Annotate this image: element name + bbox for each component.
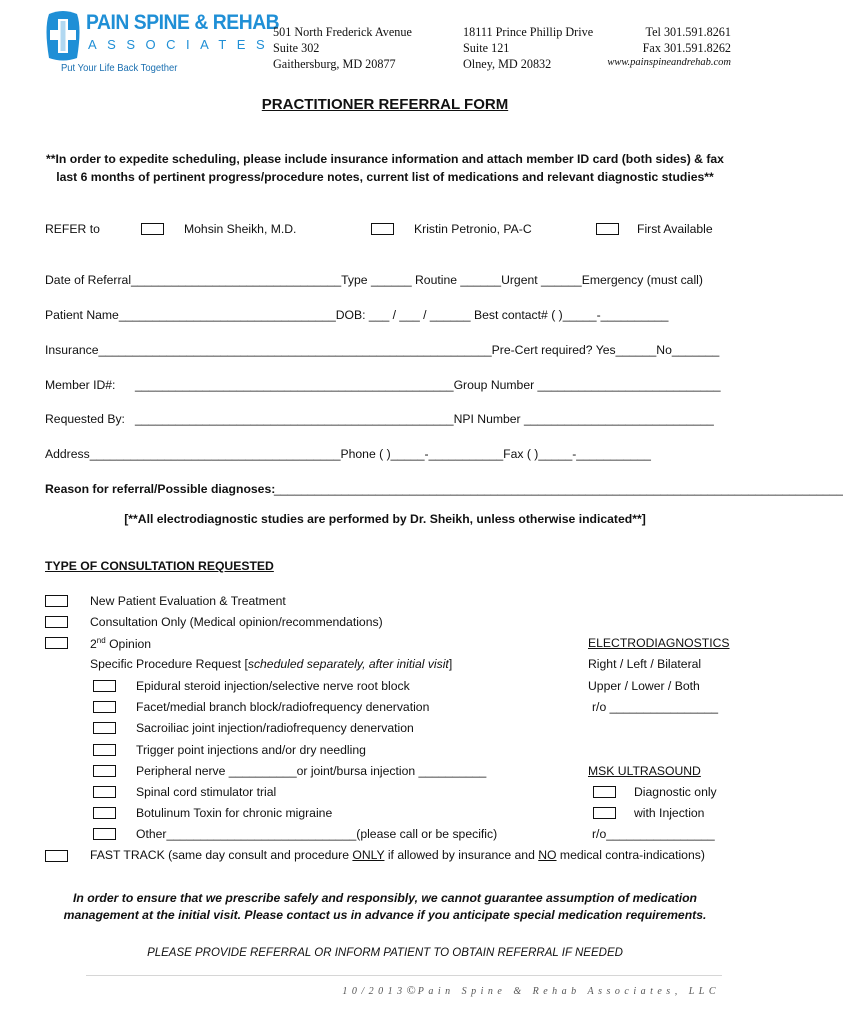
specific-procedure-label: Specific Procedure Request [scheduled separately, after initial visit] (90, 657, 453, 671)
spinal-cord-label: Spinal cord stimulator trial (136, 785, 277, 799)
consultation-only-label: Consultation Only (Medical opinion/recommendations) (90, 615, 383, 629)
sacroiliac-label: Sacroiliac joint injection/radiofrequency denervation (136, 721, 414, 735)
peripheral-nerve-label: Peripheral nerve __________or joint/bursa injection __________ (136, 764, 487, 778)
referral-notice: PLEASE PROVIDE REFERRAL OR INFORM PATIENT TO OBTAIN REFERRAL IF NEEDED (147, 947, 623, 959)
fast-track-checkbox[interactable] (45, 850, 68, 862)
electro-sides[interactable]: Right / Left / Bilateral (588, 657, 702, 671)
with-injection-label: with Injection (634, 806, 705, 820)
reason-field[interactable]: ____________________________________________________________________________________ (274, 482, 843, 496)
second-opinion-label: 2nd Opinion (90, 636, 152, 652)
refer-first-available-label: First Available (637, 222, 713, 236)
electro-limbs[interactable]: Upper / Lower / Both (588, 679, 700, 693)
form-title: PRACTITIONER REFERRAL FORM (261, 96, 509, 113)
footer-divider (86, 975, 722, 976)
trigger-point-checkbox[interactable] (93, 744, 116, 756)
insurance-field[interactable]: Insurance__________________________________________________________Pre-Cert required? Yes______No_______ (45, 343, 720, 357)
logo (44, 10, 280, 78)
electrodiagnostics-heading: ELECTRODIAGNOSTICS (588, 636, 730, 650)
botulinum-checkbox[interactable] (93, 807, 116, 819)
refer-sheikh-checkbox[interactable] (141, 223, 164, 235)
spinal-cord-checkbox[interactable] (93, 786, 116, 798)
patient-name-field[interactable]: Patient Name________________________________DOB: ___ / ___ / ______ Best contact# ( )_____-__________ (45, 308, 669, 322)
date-of-referral-field[interactable]: Date of Referral_______________________________Type ______ Routine ______Urgent ______Emergency (must call) (45, 273, 703, 287)
other-checkbox[interactable] (93, 828, 116, 840)
facet-label: Facet/medial branch block/radiofrequency denervation (136, 700, 430, 714)
requested-by-label: Requested By: (45, 412, 125, 426)
logo-associates: ASSOCIATES (88, 37, 276, 52)
epidural-label: Epidural steroid injection/selective nerve root block (136, 679, 410, 693)
sacroiliac-checkbox[interactable] (93, 722, 116, 734)
instructions-line1: **In order to expedite scheduling, please include insurance information and attach member ID card (both sides) & fax (46, 152, 724, 166)
msk-ultrasound-heading: MSK ULTRASOUND (588, 764, 701, 778)
facet-checkbox[interactable] (93, 701, 116, 713)
member-id-label: Member ID#: (45, 378, 116, 392)
refer-sheikh-label: Mohsin Sheikh, M.D. (184, 222, 297, 236)
refer-petronio-label: Kristin Petronio, PA-C (414, 222, 532, 236)
msk-ro-field[interactable]: r/o________________ (592, 827, 715, 841)
logo-tagline: Put Your Life Back Together (61, 62, 178, 74)
trigger-point-label: Trigger point injections and/or dry needling (136, 743, 366, 757)
reason-label: Reason for referral/Possible diagnoses: (45, 482, 276, 496)
safety-line2: management at the initial visit. Please contact us in advance if you anticipate special medication requirements. (63, 908, 707, 922)
electro-ro-field[interactable]: r/o ________________ (592, 700, 719, 714)
botulinum-label: Botulinum Toxin for chronic migraine (136, 806, 333, 820)
consultation-heading: TYPE OF CONSULTATION REQUESTED (45, 559, 274, 573)
logo-name: PAIN SPINE & REHAB (86, 11, 280, 34)
cross-logo-icon (44, 10, 82, 62)
safety-line1: In order to ensure that we prescribe safely and responsibly, we cannot guarantee assumption of medication (73, 891, 697, 905)
new-patient-label: New Patient Evaluation & Treatment (90, 594, 286, 608)
address-field[interactable]: Address_____________________________________Phone ( )_____-___________Fax ( )_____-___________ (45, 447, 651, 461)
refer-first-available-checkbox[interactable] (596, 223, 619, 235)
refer-petronio-checkbox[interactable] (371, 223, 394, 235)
second-opinion-checkbox[interactable] (45, 637, 68, 649)
epidural-checkbox[interactable] (93, 680, 116, 692)
with-injection-checkbox[interactable] (593, 807, 616, 819)
copyright: 10/2013©Pain Spine & Rehab Associates, LLC (342, 983, 720, 997)
new-patient-checkbox[interactable] (45, 595, 68, 607)
requested-by-field[interactable]: _______________________________________________NPI Number ____________________________ (135, 412, 714, 426)
member-id-field[interactable]: _______________________________________________Group Number ___________________________ (135, 378, 721, 392)
other-label: Other____________________________(please call or be specific) (136, 827, 498, 841)
diagnostic-only-label: Diagnostic only (634, 785, 717, 799)
peripheral-nerve-checkbox[interactable] (93, 765, 116, 777)
consultation-only-checkbox[interactable] (45, 616, 68, 628)
diagnostic-only-checkbox[interactable] (593, 786, 616, 798)
website-link[interactable]: www.painspineandrehab.com (607, 57, 731, 68)
instructions-line2: last 6 months of pertinent progress/procedure notes, current list of medications and relevant diagnostic studies** (56, 170, 714, 184)
electro-note: [**All electrodiagnostic studies are performed by Dr. Sheikh, unless otherwise indicated**] (124, 512, 646, 526)
refer-to-label: REFER to (45, 222, 100, 236)
fast-track-label: FAST TRACK (same day consult and procedure ONLY if allowed by insurance and NO medical contra-indications) (90, 848, 705, 862)
